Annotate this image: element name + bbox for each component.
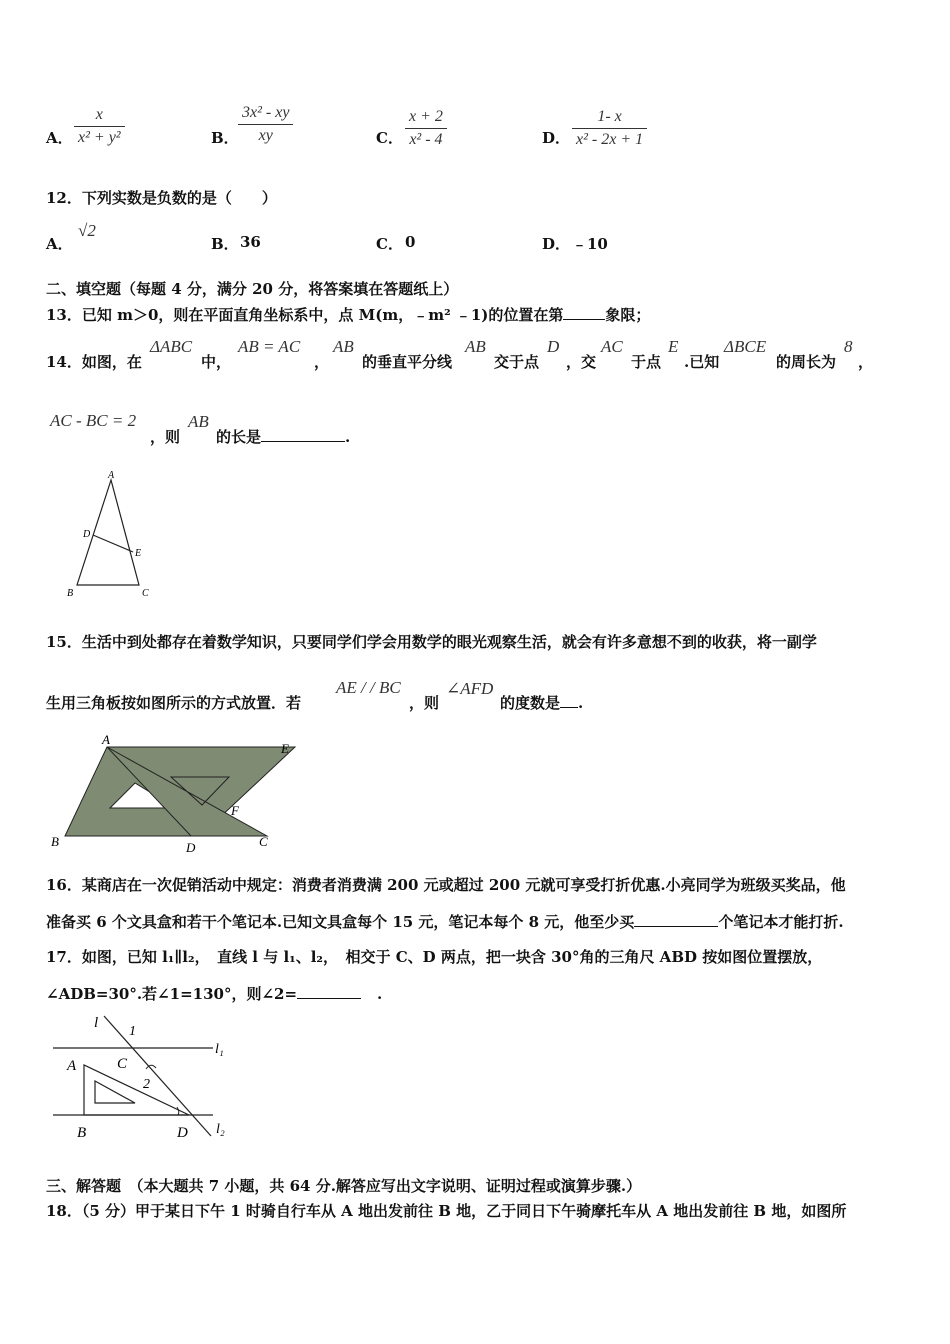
- q13-after: 象限；: [605, 306, 651, 324]
- q14-t12: 的长是: [216, 428, 262, 446]
- line-l: [104, 1016, 211, 1136]
- q14-t10: ，: [858, 353, 874, 371]
- label-c: C: [142, 588, 149, 599]
- section2-title: 二、填空题（每题 4 分，满分 20 分，将答案填在答题纸上）: [46, 280, 459, 298]
- q15-math-parallel: AE / / BC: [336, 678, 401, 697]
- label-d: D: [177, 1125, 188, 1141]
- q14-t13: .: [345, 428, 351, 446]
- q17-figure: [50, 1010, 250, 1142]
- option-a-fraction: [74, 106, 125, 147]
- label-c: C: [259, 834, 268, 849]
- label-a: A: [67, 1058, 77, 1074]
- label-l1: l₁: [215, 1042, 224, 1057]
- q15-answer-blank[interactable]: [560, 707, 578, 708]
- option-d-fraction: [572, 108, 647, 149]
- q18-line1: 18．（5 分）甲于某日下午 1 时骑自行车从 A 地出发前往 B 地，乙于同日下午骑摩托车从 A 地出发前往 B 地，如图所: [46, 1202, 847, 1220]
- q14-math-8: 8: [844, 337, 853, 356]
- fraction-numerator: x: [74, 106, 125, 127]
- segment-de: [93, 535, 133, 552]
- option-b-label: B．: [211, 129, 239, 147]
- section3-title: 三、解答题 （本大题共 7 小题，共 64 分.解答应写出文字说明、证明过程或演算步骤.）: [46, 1177, 642, 1195]
- set-square-inner: [95, 1081, 135, 1103]
- q14-math-ab-3: AB: [188, 412, 209, 431]
- q14-t4: 的垂直平分线: [362, 353, 453, 371]
- q16-line2a: 准备买 6 个文具盒和若干个笔记本.已知文具盒每个 15 元，笔记本每个 8 元，他至少买: [46, 913, 635, 931]
- q12-option-a-value: √2: [78, 221, 96, 240]
- q15-figure: [45, 735, 305, 860]
- q14-math-triangle-bce: ΔBCE: [724, 337, 767, 356]
- q14-math-ac: AC: [601, 337, 623, 356]
- q14-t5: 交于点: [494, 353, 540, 371]
- q14-t6: ，交: [566, 353, 597, 371]
- label-b: B: [51, 834, 59, 849]
- label-a: A: [102, 735, 110, 747]
- fraction-numerator: x + 2: [405, 108, 447, 129]
- fraction-denominator: xy: [258, 127, 273, 144]
- set-square-outer: [84, 1065, 189, 1115]
- q15-math-angle-afd: ∠AFD: [446, 679, 494, 698]
- q14-math-e: E: [668, 337, 679, 356]
- q12-option-d-label: D．: [542, 235, 571, 253]
- q16-line2: [46, 911, 844, 932]
- option-a-label: A．: [46, 129, 73, 147]
- q14-math-ab-eq-ac: AB = AC: [238, 337, 301, 356]
- option-c-label: C．: [376, 129, 403, 147]
- q12-option-d-value: ﹣10: [572, 235, 608, 253]
- q14-t12-line: [216, 426, 350, 447]
- q14-t3: ，: [314, 353, 330, 371]
- q16-line2b: 个笔记本才能打折.: [718, 913, 844, 931]
- q13-answer-blank[interactable]: [563, 319, 605, 320]
- q17-line2: [46, 983, 382, 1004]
- q12-option-c-label: C．: [376, 235, 403, 253]
- q14-math-condition: AC - BC = 2: [50, 411, 137, 430]
- label-b: B: [67, 588, 74, 599]
- q14-math-ab-2: AB: [465, 337, 486, 356]
- q14-answer-blank[interactable]: [261, 441, 345, 442]
- q17-line2a: ∠ADB=30°.若∠1=130°，则∠2=: [46, 985, 298, 1003]
- label-angle-1: 1: [129, 1024, 136, 1039]
- q12-option-b-label: B．: [211, 235, 239, 253]
- label-angle-2: 2: [143, 1077, 150, 1092]
- q14-t7: 于点: [631, 353, 662, 371]
- q12-option-c-value: 0: [405, 233, 416, 251]
- option-c-fraction: [405, 108, 447, 149]
- q13-before: 13．已知 m＞0，则在平面直角坐标系中，点 M(m，﹣m² ﹣1)的位置在第: [46, 306, 564, 324]
- q15-t4: .: [578, 694, 584, 712]
- fraction-denominator: x² - 4: [409, 131, 443, 148]
- q15-line1: 15．生活中到处都存在着数学知识，只要同学们学会用数学的眼光观察生活，就会有许多意想不到的收获，将一副学: [46, 633, 817, 651]
- label-f: F: [231, 803, 239, 818]
- label-d: D: [186, 840, 196, 855]
- fraction-denominator: x² + y²: [78, 129, 121, 146]
- label-l2: l₂: [216, 1122, 225, 1137]
- angle-d-arc: [177, 1107, 179, 1115]
- label-e: E: [135, 548, 142, 559]
- label-c: C: [117, 1056, 128, 1072]
- label-a: A: [108, 470, 115, 481]
- q15-t3-line: [500, 692, 583, 713]
- q14-math-d: D: [547, 337, 560, 356]
- fraction-numerator: 3x² - xy: [238, 104, 293, 125]
- q17-answer-blank[interactable]: [297, 998, 361, 999]
- q14-t2: 中，: [201, 353, 232, 371]
- q12-option-a-label: A．: [46, 235, 73, 253]
- q15-t3: 的度数是: [500, 694, 561, 712]
- fraction-denominator: x² - 2x + 1: [576, 131, 644, 148]
- label-b: B: [77, 1125, 87, 1141]
- label-l: l: [94, 1015, 99, 1031]
- q16-answer-blank[interactable]: [634, 926, 718, 927]
- q12-option-b-value: 36: [240, 233, 261, 251]
- q16-line1: 16．某商店在一次促销活动中规定：消费者消费满 200 元或超过 200 元就可享受打折优惠.小亮同学为班级买奖品，他: [46, 876, 846, 894]
- q14-t1: 14．如图，在: [46, 353, 142, 371]
- q13-text: [46, 304, 650, 325]
- label-e: E: [281, 741, 289, 756]
- label-d: D: [83, 529, 91, 540]
- fraction-numerator: 1- x: [572, 108, 647, 129]
- option-d-label: D．: [542, 129, 571, 147]
- q14-t9: 的周长为: [776, 353, 837, 371]
- q14-figure: [60, 465, 160, 605]
- q15-t1: 生用三角板按如图所示的方式放置．若: [46, 694, 302, 712]
- q14-math-ab: AB: [333, 337, 354, 356]
- q14-t8: .已知: [684, 353, 720, 371]
- q17-line2b: .: [377, 985, 383, 1003]
- q12-stem: 12．下列实数是负数的是（ ）: [46, 189, 277, 207]
- q17-line1: 17．如图，已知 l₁∥l₂， 直线 l 与 l₁、l₂， 相交于 C、D 两点，把一块含 30°角的三角尺 ABD 按如图位置摆放，: [46, 948, 823, 966]
- option-b-fraction: [238, 104, 293, 145]
- q14-math-triangle-abc: ΔABC: [150, 337, 193, 356]
- q15-t2: ，则: [409, 694, 440, 712]
- q14-t11: ，则: [150, 428, 181, 446]
